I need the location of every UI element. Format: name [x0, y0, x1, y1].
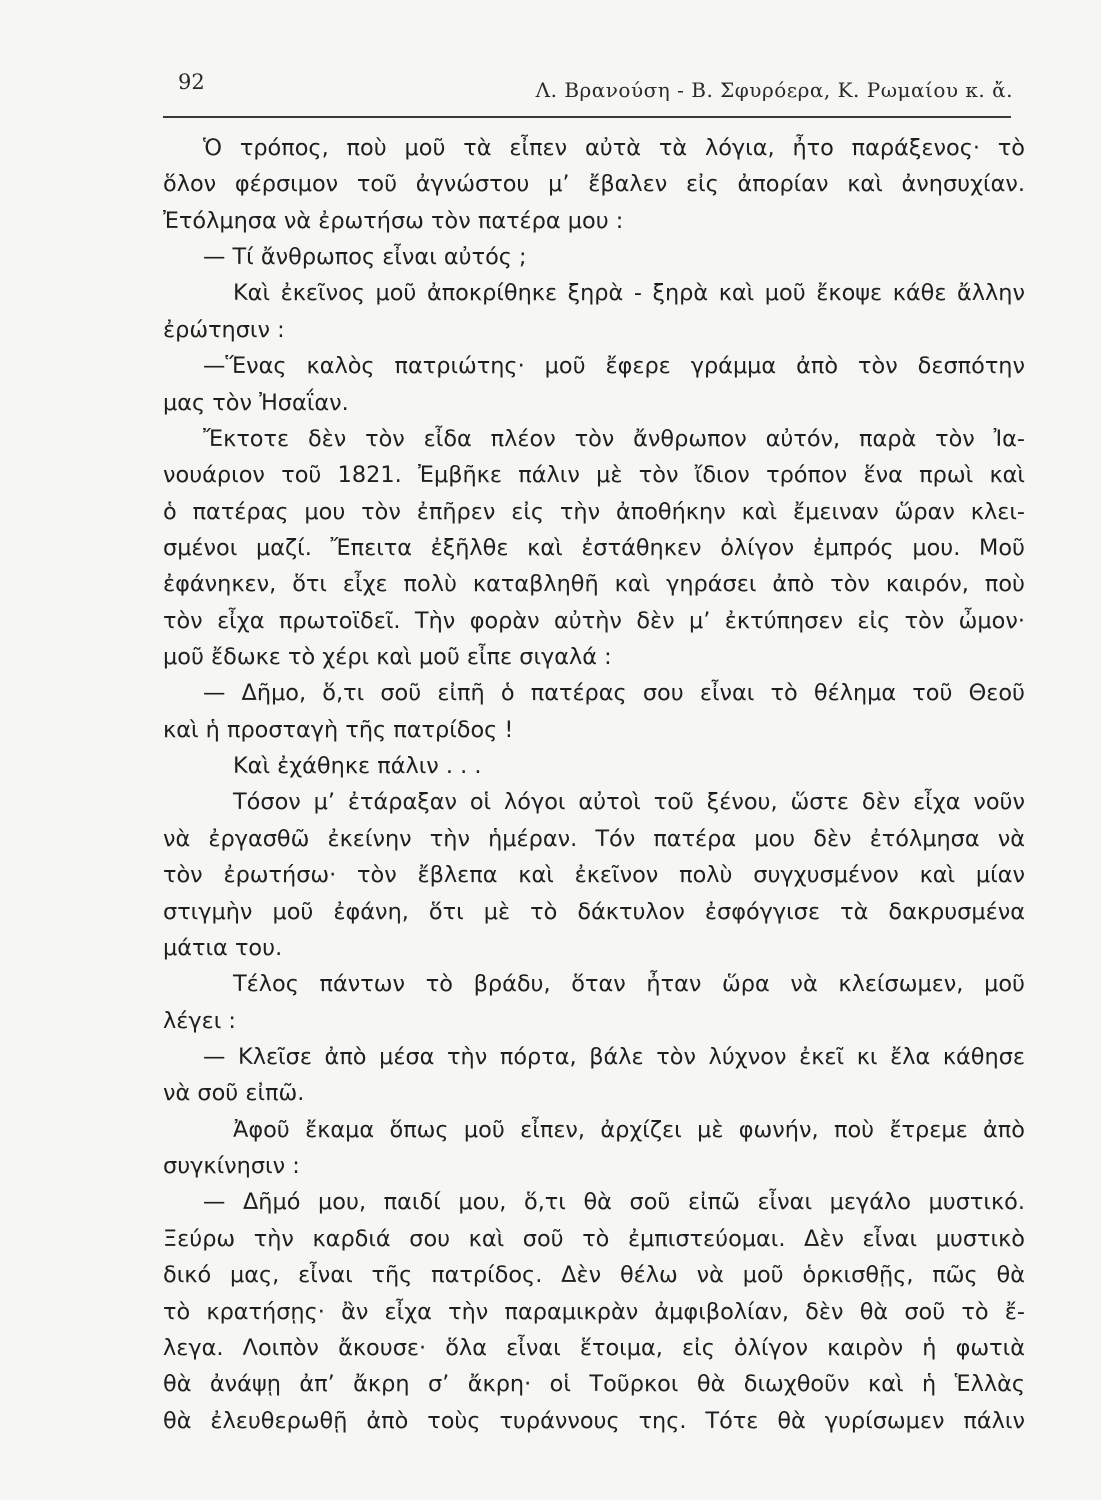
text-line: μοῦ ἔδωκε τὸ χέρι καὶ μοῦ εἶπε σιγαλά : [163, 644, 612, 671]
text-line: ὁ πατέρας μου τὸν ἐπῆρεν εἰς τὴν ἀποθήκην καὶ ἔμειναν ὥραν κλει- [163, 498, 1025, 525]
text-line: — Δῆμό μου, παιδί μου, ὅ,τι θὰ σοῦ εἰπῶ εἶναι μεγάλο μυστικό. [203, 1189, 1025, 1216]
text-line: Τόσον μ’ ἐτάραξαν οἱ λόγοι αὐτοὶ τοῦ ξένου, ὥστε δὲν εἶχα νοῦν [233, 789, 1025, 816]
page-header [163, 70, 1013, 114]
text-line: συγκίνησιν : [163, 1153, 300, 1180]
text-line: νουάριον τοῦ 1821. Ἐμβῆκε πάλιν μὲ τὸν ἴδιον τρόπον ἕνα πρωὶ καὶ [163, 462, 1025, 489]
text-line: τὸν εἶχα πρωτοϊδεῖ. Τὴν φορὰν αὐτὴν δὲν μ’ ἐκτύπησεν εἰς τὸν ὦμον· [163, 607, 1025, 634]
text-line: Ἀφοῦ ἔκαμα ὅπως μοῦ εἶπεν, ἀρχίζει μὲ φωνήν, ποὺ ἔτρεμε ἀπὸ [233, 1116, 1025, 1143]
header-rule [163, 116, 1011, 118]
text-line: μας τὸν Ἠσαΐαν. [163, 389, 349, 416]
text-line: Ἐτόλμησα νὰ ἐρωτήσω τὸν πατέρα μου : [163, 207, 624, 234]
text-line: καὶ ἡ προσταγὴ τῆς πατρίδος ! [163, 716, 514, 743]
text-line: —Ἕνας καλὸς πατριώτης· μοῦ ἔφερε γράμμα ἀπὸ τὸν δεσπότην [203, 353, 1025, 380]
text-line: λέγει : [163, 1007, 236, 1034]
text-line: — Δῆμο, ὅ,τι σοῦ εἰπῆ ὁ πατέρας σου εἶναι τὸ θέλημα τοῦ Θεοῦ [203, 680, 1025, 707]
text-line: Ξεύρω τὴν καρδιά σου καὶ σοῦ τὸ ἐμπιστεύομαι. Δὲν εἶναι μυστικὸ [163, 1225, 1025, 1252]
text-line: Ὁ τρόπος, ποὺ μοῦ τὰ εἶπεν αὐτὰ τὰ λόγια, ἦτο παράξενος· τὸ [203, 135, 1025, 161]
text-line: στιγμὴν μοῦ ἐφάνη, ὅτι μὲ τὸ δάκτυλον ἐσφόγγισε τὰ δακρυσμένα [163, 898, 1025, 925]
text-line: νὰ σοῦ εἰπῶ. [163, 1080, 305, 1107]
text-line: θὰ ἐλευθερωθῇ ἀπὸ τοὺς τυράννους της. Τότε θὰ γυρίσωμεν πάλιν [163, 1407, 1025, 1434]
text-line: νὰ ἐργασθῶ ἐκείνην τὴν ἡμέραν. Τόν πατέρα μου δὲν ἐτόλμησα νὰ [163, 825, 1025, 852]
text-line: ὅλον φέρσιμον τοῦ ἀγνώστου μ’ ἔβαλεν εἰς ἀπορίαν καὶ ἀνησυχίαν. [163, 171, 1025, 198]
text-line: Ἔκτοτε δὲν τὸν εἶδα πλέον τὸν ἄνθρωπον αὐτόν, παρὰ τὸν Ἰα- [203, 425, 1025, 452]
text-line: — Τί ἄνθρωπος εἶναι αὐτός ; [203, 244, 527, 271]
text-line: λεγα. Λοιπὸν ἄκουσε· ὅλα εἶναι ἕτοιμα, εἰς ὀλίγον καιρὸν ἡ φωτιὰ [163, 1334, 1025, 1361]
text-line: δικό μας, εἶναι τῆς πατρίδος. Δὲν θέλω νὰ μοῦ ὁρκισθῇς, πῶς θὰ [163, 1262, 1025, 1289]
text-line: ἐφάνηκεν, ὅτι εἶχε πολὺ καταβληθῆ καὶ γηράσει ἀπὸ τὸν καιρόν, ποὺ [163, 571, 1025, 598]
text-line: τὸν ἐρωτήσω· τὸν ἔβλεπα καὶ ἐκεῖνον πολὺ συγχυσμένον καὶ μίαν [163, 862, 1025, 889]
text-line: σμένοι μαζί. Ἔπειτα ἐξῆλθε καὶ ἐστάθηκεν ὀλίγον ἐμπρός μου. Μοῦ [163, 534, 1025, 561]
text-line: θὰ ἀνάψῃ ἀπ’ ἄκρη σ’ ἄκρη· οἱ Τοῦρκοι θὰ διωχθοῦν καὶ ἡ Ἑλλὰς [163, 1371, 1025, 1398]
text-line: ἐρώτησιν : [163, 316, 285, 343]
text-line: Καὶ ἐκεῖνος μοῦ ἀποκρίθηκε ξηρὰ - ξηρὰ καὶ μοῦ ἔκοψε κάθε ἄλλην [233, 280, 1025, 307]
text-line: Τέλος πάντων τὸ βράδυ, ὅταν ἦταν ὥρα νὰ κλείσωμεν, μοῦ [233, 971, 1025, 998]
page-number: 92 [178, 70, 205, 94]
body-text [163, 130, 1025, 1439]
text-line: τὸ κρατήσῃς· ἂν εἶχα τὴν παραμικρὰν ἀμφιβολίαν, δὲν θὰ σοῦ τὸ ἔ- [163, 1298, 1025, 1325]
running-head: Λ. Βρανούση - Β. Σφυρόερα, Κ. Ρωμαίου κ. ἄ. [535, 78, 1013, 102]
text-line: μάτια του. [163, 934, 283, 961]
text-line: Καὶ ἐχάθηκε πάλιν . . . [233, 753, 482, 780]
text-line: — Κλεῖσε ἀπὸ μέσα τὴν πόρτα, βάλε τὸν λύχνον ἐκεῖ κι ἔλα κάθησε [203, 1043, 1025, 1070]
